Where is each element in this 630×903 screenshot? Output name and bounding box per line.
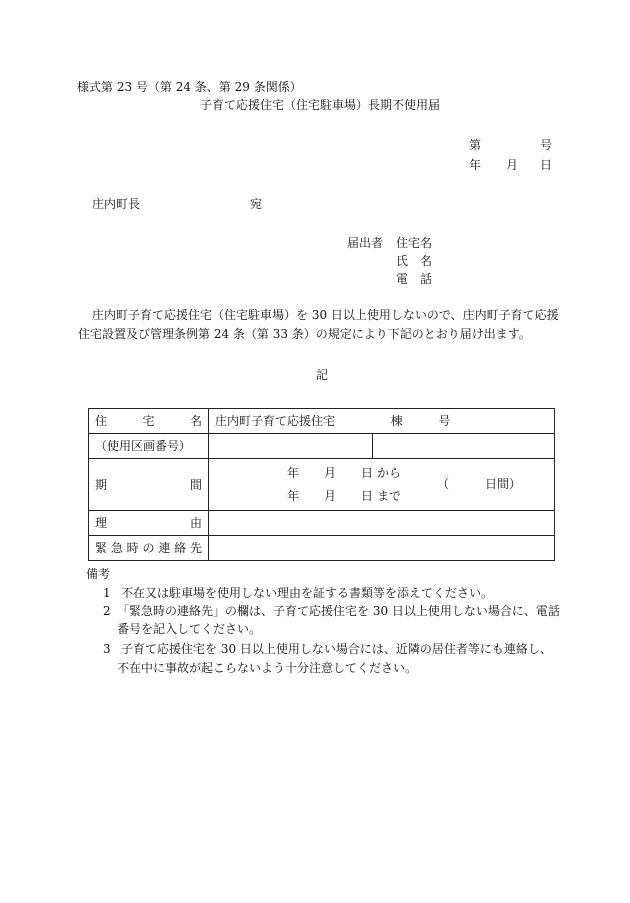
emergency-contact-value-cell[interactable] — [209, 536, 555, 561]
table-row-emergency-contact — [89, 536, 555, 561]
note-text: 不在又は駐車場を使用しない理由を証する書類等を添えてください。 — [121, 586, 494, 600]
reason-label-cell — [89, 511, 209, 536]
form-number: 様式第 23 号（第 24 条、第 29 条関係） — [77, 80, 302, 94]
doc-number-go: 号 — [540, 138, 553, 152]
note-number: 1 — [103, 586, 111, 600]
period-from-suffix: から — [377, 466, 402, 480]
applicant-address-label: 住宅名 — [396, 236, 433, 250]
residence-bldg-label: 棟 — [390, 414, 403, 428]
period-label-char: 期 — [95, 477, 108, 492]
reason-label-char: 由 — [189, 516, 202, 530]
period-to-month: 月 — [324, 489, 337, 503]
residence-label-char: 名 — [189, 414, 202, 428]
period-from-year: 年 — [287, 466, 300, 480]
table-row-section-number — [89, 434, 555, 459]
ki-label: 記 — [316, 368, 329, 382]
applicant-label: 届出者 — [347, 236, 384, 250]
emergency-label-char: 時 — [126, 541, 139, 555]
applicant-name-char-1: 氏 — [396, 254, 409, 268]
section-number-value-cell[interactable] — [209, 434, 373, 459]
emergency-contact-label-cell — [89, 536, 209, 561]
applicant-phone-char-1: 電 — [396, 272, 409, 286]
period-label-cell — [89, 459, 209, 511]
note-text-continued: 不在中に事故が起こらないよう十分注意してください。 — [117, 661, 418, 675]
emergency-label-char: 連 — [158, 541, 171, 555]
notes-heading: 備考 — [86, 567, 111, 581]
addressee-suffix: 宛 — [250, 197, 263, 211]
period-value-cell[interactable] — [209, 459, 555, 511]
applicant-phone-char-2: 話 — [420, 272, 433, 286]
residence-label-cell — [89, 409, 209, 434]
applicant-name-char-2: 名 — [420, 254, 433, 268]
notice-table — [88, 408, 555, 561]
body-line-1: 庄内町子育て応援住宅（住宅駐車場）を 30 日以上使用しないので、庄内町子育て応援 — [92, 308, 559, 322]
reason-label-char: 理 — [95, 516, 108, 530]
residence-value-cell[interactable] — [209, 409, 555, 434]
section-number-label-cell — [89, 434, 209, 459]
residence-label-char: 宅 — [142, 414, 155, 428]
period-to-day: 日 — [361, 489, 374, 503]
period-to-suffix: まで — [377, 489, 402, 503]
period-label-char: 間 — [189, 477, 202, 492]
emergency-label-char: 先 — [189, 541, 202, 555]
section-number-label: （使用区画番号） — [95, 439, 192, 453]
period-from-month: 月 — [324, 466, 337, 480]
note-number: 2 — [103, 604, 111, 618]
emergency-label-char: 急 — [110, 541, 123, 555]
page-title: 子育て応援住宅（住宅駐車場）長期不使用届 — [200, 98, 441, 112]
addressee-name: 庄内町長 — [92, 197, 141, 211]
doc-number-dai: 第 — [469, 138, 482, 152]
note-number: 3 — [103, 642, 111, 656]
emergency-label-char: 絡 — [174, 541, 187, 555]
table-row-residence — [89, 409, 555, 434]
period-from-day: 日 — [361, 466, 374, 480]
date-year: 年 — [469, 158, 482, 172]
date-month: 月 — [506, 158, 519, 172]
note-text: 「緊急時の連絡先」の欄は、子育て応援住宅を 30 日以上使用しない場合に、電話 — [117, 604, 560, 618]
note-text-continued: 番号を記入してください。 — [117, 622, 262, 636]
note-text: 子育て応援住宅を 30 日以上使用しない場合には、近隣の居住者等にも連絡し、 — [121, 642, 552, 656]
section-number-extra-cell[interactable] — [373, 434, 555, 459]
residence-label-char: 住 — [95, 414, 108, 428]
date-day: 日 — [540, 158, 553, 172]
residence-num-label: 号 — [438, 414, 451, 428]
residence-name-value: 庄内町子育て応援住宅 — [215, 414, 336, 428]
period-days: （ 日間） — [437, 477, 522, 491]
table-row-period — [89, 459, 555, 511]
table-row-reason — [89, 511, 555, 536]
emergency-label-char: 緊 — [95, 541, 108, 555]
period-to-year: 年 — [287, 489, 300, 503]
reason-value-cell[interactable] — [209, 511, 555, 536]
body-line-2: 住宅設置及び管理条例第 24 条（第 33 条）の規定により下記のとおり届け出ます。 — [78, 327, 531, 341]
emergency-label-char: の — [142, 541, 155, 555]
